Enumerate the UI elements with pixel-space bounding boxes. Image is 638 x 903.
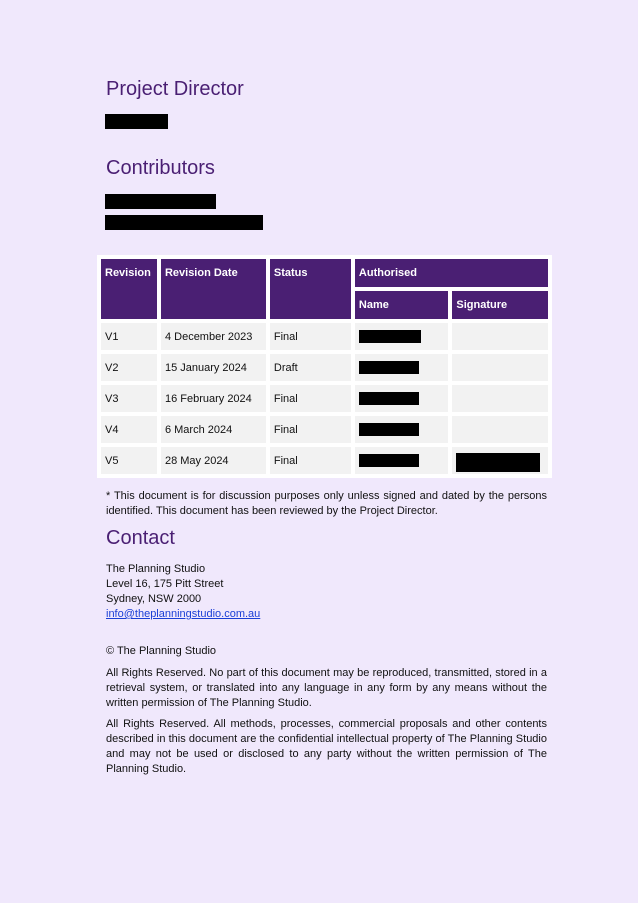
revision-table bbox=[97, 255, 552, 478]
discussion-note: * This document is for discussion purposes only unless signed and dated by the persons identified. This document has been reviewed by the Project Director. bbox=[106, 490, 547, 517]
redacted-name bbox=[359, 392, 419, 405]
header-revision: Revision bbox=[101, 259, 157, 319]
revision-date-cell: 16 February 2024 bbox=[161, 385, 266, 412]
header-name: Name bbox=[355, 291, 449, 319]
redacted-contributor-1 bbox=[105, 194, 216, 209]
header-signature: Signature bbox=[452, 291, 548, 319]
redacted-project-director-name bbox=[105, 114, 168, 129]
redacted-name bbox=[359, 361, 419, 374]
name-cell bbox=[355, 354, 449, 381]
name-cell bbox=[355, 416, 449, 443]
status-cell: Final bbox=[270, 416, 351, 443]
header-status: Status bbox=[270, 259, 351, 319]
revision-cell: V5 bbox=[101, 447, 157, 474]
revision-cell: V2 bbox=[101, 354, 157, 381]
revision-date-cell: 4 December 2023 bbox=[161, 323, 266, 350]
contact-email-link[interactable]: info@theplanningstudio.com.au bbox=[106, 608, 261, 620]
header-revision-date: Revision Date bbox=[161, 259, 266, 319]
redacted-signature bbox=[456, 453, 540, 472]
signature-cell bbox=[452, 323, 548, 350]
signature-cell bbox=[452, 416, 548, 443]
signature-cell bbox=[452, 447, 548, 474]
table-row bbox=[101, 416, 548, 443]
revision-cell: V3 bbox=[101, 385, 157, 412]
redacted-name bbox=[359, 330, 421, 343]
revision-date-cell: 15 January 2024 bbox=[161, 354, 266, 381]
table-row bbox=[101, 354, 548, 381]
table-row bbox=[101, 385, 548, 412]
revision-cell: V1 bbox=[101, 323, 157, 350]
name-cell bbox=[355, 447, 449, 474]
contact-heading: Contact bbox=[106, 527, 175, 549]
contact-address-line-2: Sydney, NSW 2000 bbox=[106, 593, 202, 605]
contact-company: The Planning Studio bbox=[106, 563, 206, 575]
name-cell bbox=[355, 323, 449, 350]
table-row bbox=[101, 447, 548, 474]
status-cell: Draft bbox=[270, 354, 351, 381]
rights-paragraph-2: All Rights Reserved. All methods, processes, commercial proposals and other contents described in this document are the confidential intellectual property of The Planning Studio and may not be used or disclosed to any party without the written permission of The Planning Studio. bbox=[106, 718, 547, 775]
name-cell bbox=[355, 385, 449, 412]
redacted-name bbox=[359, 423, 419, 436]
project-director-heading: Project Director bbox=[106, 78, 244, 100]
revision-cell: V4 bbox=[101, 416, 157, 443]
table-row bbox=[101, 323, 548, 350]
revision-date-cell: 28 May 2024 bbox=[161, 447, 266, 474]
rights-paragraph-1: All Rights Reserved. No part of this document may be reproduced, transmitted, stored in a retrieval system, or translated into any language in any form by any means without the written permission of The Planning Studio. bbox=[106, 667, 547, 709]
signature-cell bbox=[452, 385, 548, 412]
header-authorised: Authorised bbox=[355, 259, 548, 287]
redacted-contributor-2 bbox=[105, 215, 263, 230]
signature-cell bbox=[452, 354, 548, 381]
status-cell: Final bbox=[270, 385, 351, 412]
contact-address-line-1: Level 16, 175 Pitt Street bbox=[106, 578, 224, 590]
revision-date-cell: 6 March 2024 bbox=[161, 416, 266, 443]
contact-details bbox=[106, 562, 260, 622]
status-cell: Final bbox=[270, 447, 351, 474]
contributors-heading: Contributors bbox=[106, 157, 215, 179]
redacted-name bbox=[359, 454, 419, 467]
copyright-notice: © The Planning Studio bbox=[106, 645, 217, 657]
status-cell: Final bbox=[270, 323, 351, 350]
